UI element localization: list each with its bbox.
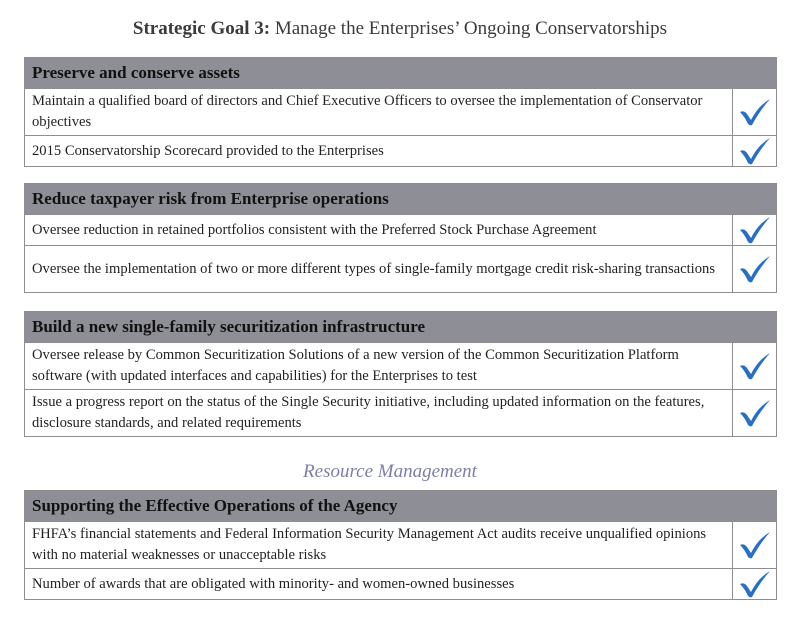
table-row [25, 390, 777, 437]
table-row [25, 215, 777, 246]
goal-text: Manage the Enterprises’ Ongoing Conservatorships [274, 18, 668, 39]
table-row [25, 569, 777, 600]
row-text: Maintain a qualified board of directors and Chief Executive Officers to oversee the implementation of Conservator objectives [25, 89, 733, 136]
row-text: 2015 Conservatorship Scorecard provided to the Enterprises [25, 136, 733, 167]
table-row [25, 522, 777, 569]
checkmark-icon [733, 97, 776, 127]
section-header: Reduce taxpayer risk from Enterprise operations [25, 184, 777, 215]
status-cell [733, 215, 777, 246]
status-cell [733, 246, 777, 293]
status-cell [733, 390, 777, 437]
checkmark-icon [733, 569, 776, 599]
goal-label: Strategic Goal 3: [132, 18, 271, 39]
status-cell [733, 89, 777, 136]
table-row [25, 136, 777, 167]
status-cell [733, 569, 777, 600]
status-cell [733, 343, 777, 390]
status-cell [733, 136, 777, 167]
section-header: Supporting the Effective Operations of the Agency [25, 491, 777, 522]
section-table-securitization [24, 311, 777, 437]
status-cell [733, 522, 777, 569]
table-row [25, 246, 777, 293]
row-text: Oversee the implementation of two or more different types of single-family mortgage credit risk-sharing transactions [25, 246, 733, 293]
row-text: FHFA’s financial statements and Federal Information Security Management Act audits receive unqualified opinions with no material weaknesses or unacceptable risks [25, 522, 733, 569]
section-header: Build a new single-family securitization infrastructure [25, 312, 777, 343]
section-table-agency-operations [24, 490, 777, 600]
table-row [25, 89, 777, 136]
resource-management-heading: Resource Management [303, 461, 477, 482]
section-header: Preserve and conserve assets [25, 58, 777, 89]
checkmark-icon [733, 530, 776, 560]
checkmark-icon [733, 351, 776, 381]
row-text: Issue a progress report on the status of the Single Security initiative, including updated information on the features, disclosure standards, and related requirements [25, 390, 733, 437]
section-table-reduce-risk [24, 183, 777, 293]
row-text: Number of awards that are obligated with minority- and women-owned businesses [25, 569, 733, 600]
row-text: Oversee release by Common Securitization Solutions of a new version of the Common Securitization Platform software (with updated interfaces and capabilities) for the Enterprises to test [25, 343, 733, 390]
checkmark-icon [733, 254, 776, 284]
table-row [25, 343, 777, 390]
goal-title [0, 18, 800, 40]
section-table-preserve-assets [24, 57, 777, 167]
checkmark-icon [733, 215, 776, 245]
checkmark-icon [733, 398, 776, 428]
checkmark-icon [733, 136, 776, 166]
row-text: Oversee reduction in retained portfolios consistent with the Preferred Stock Purchase Agreement [25, 215, 733, 246]
